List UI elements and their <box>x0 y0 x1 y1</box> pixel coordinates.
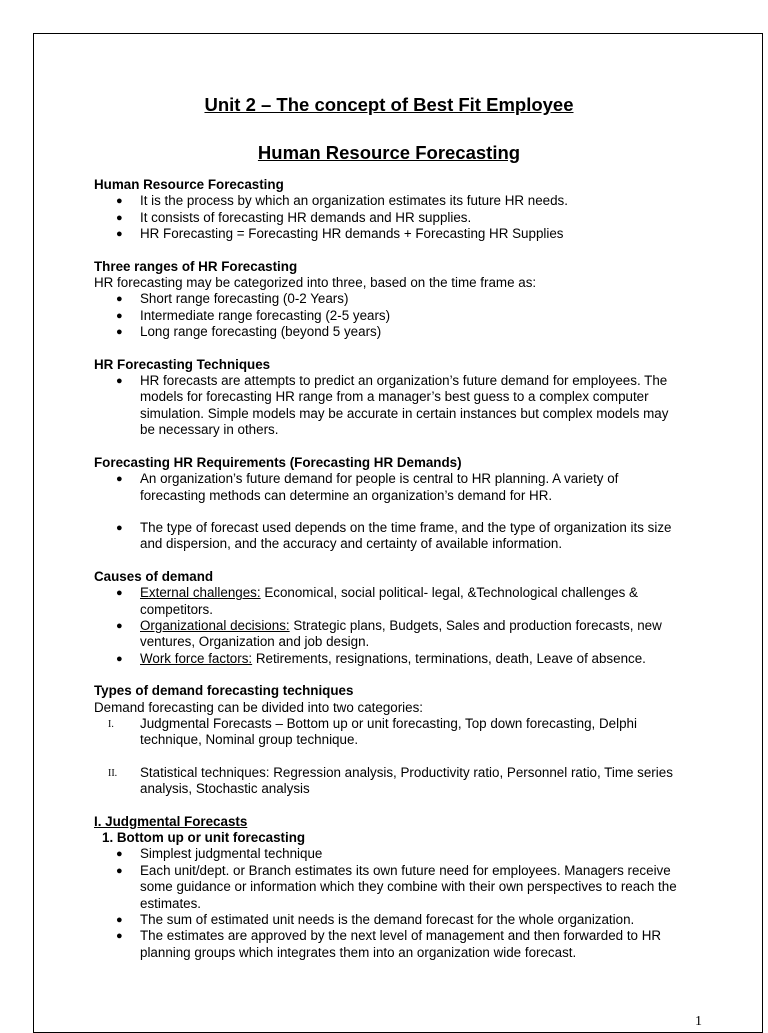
list-item-text: Short range forecasting (0-2 Years) <box>140 291 349 307</box>
bullet-list <box>94 585 684 667</box>
section-heading: Types of demand forecasting techniques <box>94 683 354 699</box>
section-heading: I. Judgmental Forecasts <box>94 813 248 829</box>
bullet-icon: ● <box>116 375 123 388</box>
list-item-text: Each unit/dept. or Branch estimates its own future need for employees. Managers receive some guidance or information which they combine with their own perspectives to reach the estimates. <box>140 862 677 911</box>
bullet-icon: ● <box>116 619 123 632</box>
list-item <box>94 912 684 928</box>
bullet-icon: ● <box>116 848 123 861</box>
section-techniques <box>94 357 684 439</box>
list-item-text: Intermediate range forecasting (2-5 years) <box>140 307 391 323</box>
list-item-text: HR forecasts are attempts to predict an organization’s future demand for employees. The models for forecasting HR range from a manager’s best guess to a complex computer simulation. Simple models may be accurate in certain instances but complex models may be necessary in others. <box>140 373 669 438</box>
bullet-icon: ● <box>116 914 123 927</box>
list-item <box>94 863 684 912</box>
item-label: Work force factors: <box>140 650 253 666</box>
list-item <box>94 324 684 340</box>
section-heading: Causes of demand <box>94 568 214 584</box>
bullet-list <box>94 291 684 340</box>
list-item-text: The type of forecast used depends on the time frame, and the type of organization its size and dispersion, and the accuracy and certainty of available information. <box>140 519 672 552</box>
list-item <box>94 520 684 553</box>
list-item-text: The sum of estimated unit needs is the demand forecast for the whole organization. <box>140 912 635 928</box>
list-item-text: It consists of forecasting HR demands and HR supplies. <box>140 209 472 225</box>
list-item-text: An organization’s future demand for people is central to HR planning. A variety of forecasting methods can determine an organization’s demand for HR. <box>140 471 619 503</box>
section-intro: Demand forecasting can be divided into two categories: <box>94 699 424 715</box>
bullet-icon: ● <box>116 652 123 665</box>
list-item-text: Economical, social political- legal, &Technological challenges & competitors. <box>140 585 638 617</box>
list-item <box>94 618 684 651</box>
list-item <box>94 765 684 798</box>
bullet-icon: ● <box>116 326 123 339</box>
bullet-icon: ● <box>116 864 123 877</box>
section-types-of-techniques <box>94 683 684 797</box>
section-heading: HR Forecasting Techniques <box>94 356 271 372</box>
bullet-icon: ● <box>116 293 123 306</box>
list-item <box>94 210 684 226</box>
list-item <box>94 373 684 439</box>
list-item-text: HR Forecasting = Forecasting HR demands + Forecasting HR Supplies <box>140 226 564 242</box>
document-page <box>33 33 763 1033</box>
document-subtitle: Human Resource Forecasting <box>257 142 521 163</box>
list-item <box>94 716 684 749</box>
bullet-icon: ● <box>116 473 123 486</box>
list-item-text: Long range forecasting (beyond 5 years) <box>140 324 382 340</box>
section-heading: Three ranges of HR Forecasting <box>94 258 298 274</box>
bullet-icon: ● <box>116 521 123 534</box>
item-label: Organizational decisions: <box>140 617 290 633</box>
bullet-icon: ● <box>116 228 123 241</box>
list-item <box>94 471 684 504</box>
section-hr-forecasting <box>94 177 684 243</box>
list-item-text: Simplest judgmental technique <box>140 846 323 862</box>
list-item-text: Retirements, resignations, terminations, death, Leave of absence. <box>252 650 646 666</box>
list-item <box>94 226 684 242</box>
list-item <box>94 193 684 209</box>
bullet-list <box>94 193 684 242</box>
item-number: I. <box>108 718 114 730</box>
list-item <box>94 585 684 618</box>
list-item-text: It is the process by which an organization estimates its future HR needs. <box>140 193 568 209</box>
section-subheading: 1. Bottom up or unit forecasting <box>102 830 306 845</box>
section-causes-of-demand <box>94 569 684 667</box>
page-content <box>94 94 684 961</box>
section-intro: HR forecasting may be categorized into three, based on the time frame as: <box>94 275 537 291</box>
bullet-icon: ● <box>116 587 123 600</box>
document-title: Unit 2 – The concept of Best Fit Employee <box>204 94 574 115</box>
list-item <box>94 846 684 862</box>
bullet-icon: ● <box>116 195 123 208</box>
bullet-icon: ● <box>116 930 123 943</box>
item-label: External challenges: <box>140 585 261 601</box>
list-item <box>94 308 684 324</box>
list-item <box>94 928 684 961</box>
bullet-list <box>94 846 684 961</box>
section-requirements <box>94 455 684 553</box>
item-number: II. <box>108 767 118 779</box>
section-judgmental-forecasts <box>94 814 684 962</box>
bullet-icon: ● <box>116 309 123 322</box>
roman-list <box>94 716 684 798</box>
section-heading: Human Resource Forecasting <box>94 177 284 192</box>
bullet-list <box>94 471 684 553</box>
page-number: 1 <box>695 1014 702 1029</box>
list-item-text: Statistical techniques: Regression analysis, Productivity ratio, Personnel ratio, Time series analysis, Stochastic analysis <box>140 764 673 797</box>
section-heading: Forecasting HR Requirements (Forecasting HR Demands) <box>94 454 462 470</box>
list-item-text: The estimates are approved by the next level of management and then forwarded to HR planning groups which integrates them into an organization wide forecast. <box>140 928 662 960</box>
list-item-text: Strategic plans, Budgets, Sales and production forecasts, new ventures, Organization and job design. <box>140 617 662 650</box>
bullet-icon: ● <box>116 211 123 224</box>
bullet-list <box>94 373 684 439</box>
list-item <box>94 291 684 307</box>
list-item-text: Judgmental Forecasts – Bottom up or unit forecasting, Top down forecasting, Delphi technique, Nominal group technique. <box>140 715 637 748</box>
list-item <box>94 651 684 667</box>
section-three-ranges <box>94 259 684 341</box>
